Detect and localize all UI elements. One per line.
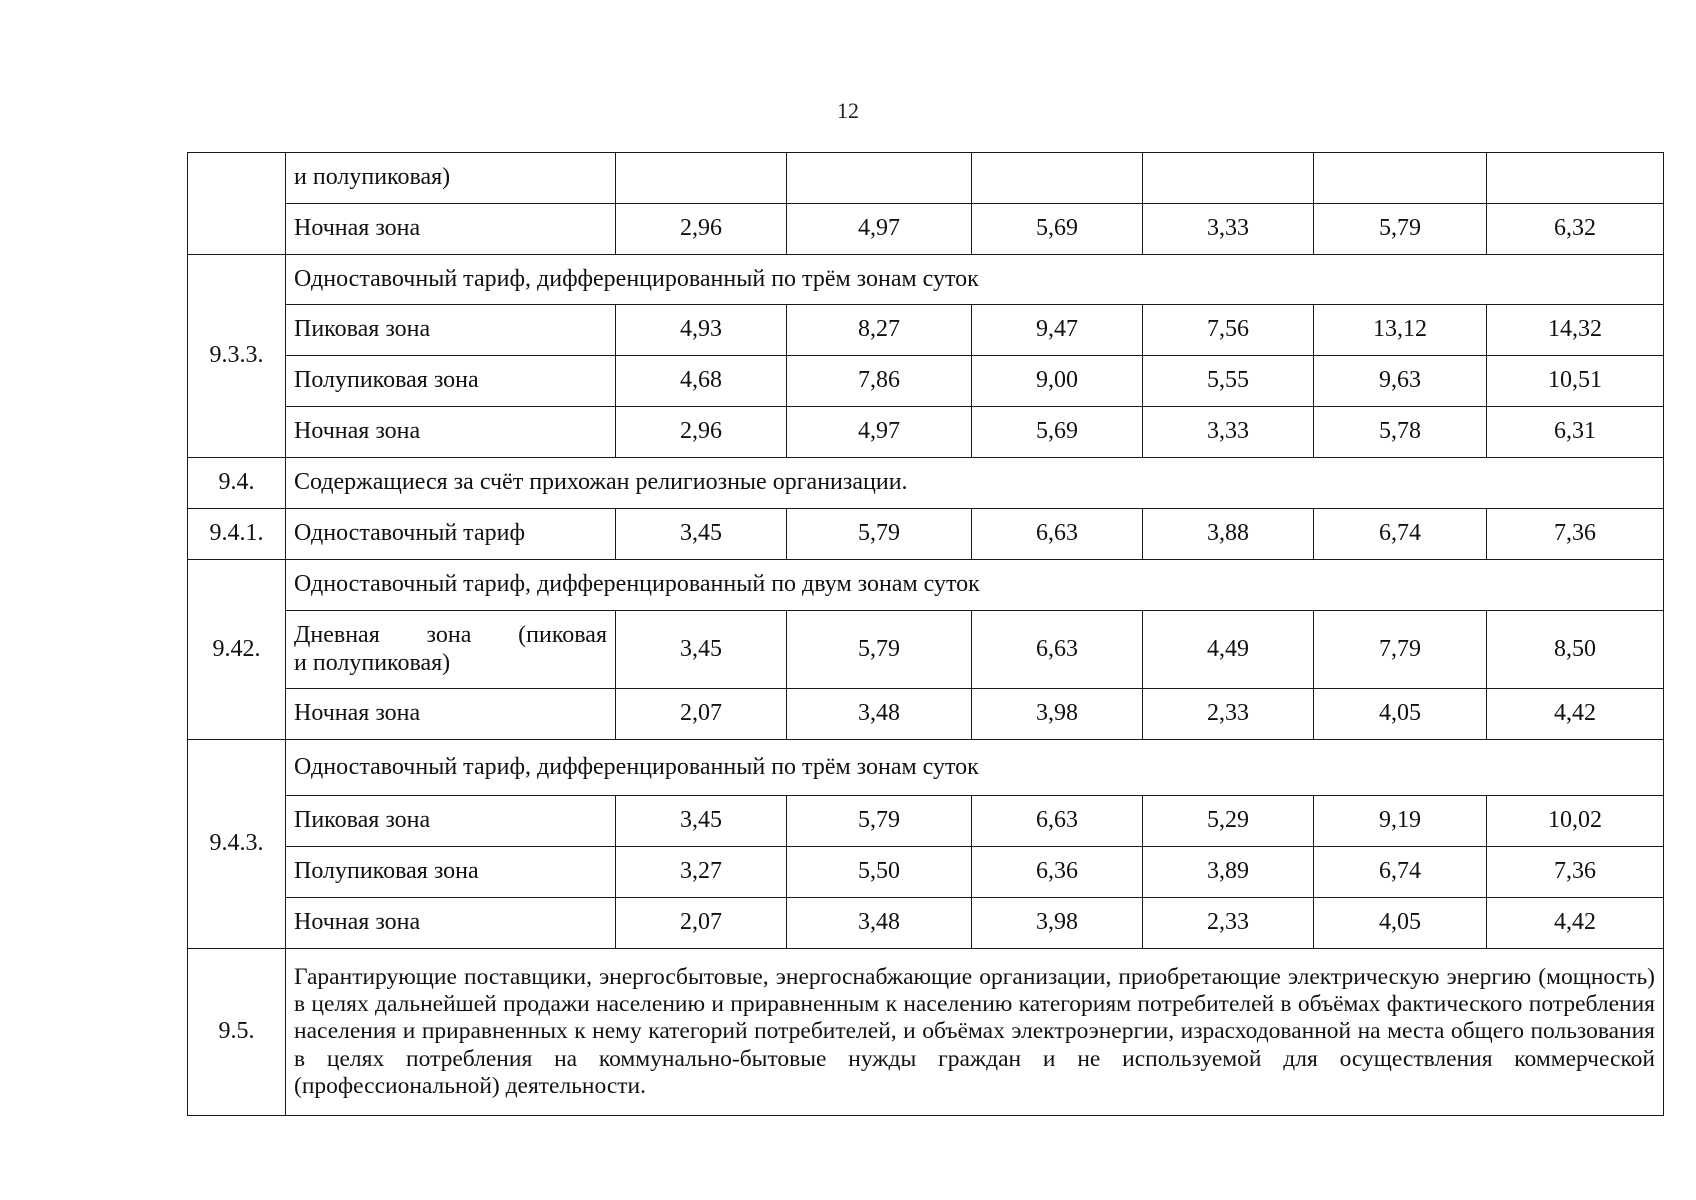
value-cell: 3,98 <box>972 898 1143 949</box>
value-cell: 5,78 <box>1314 407 1487 458</box>
value-cell: 4,93 <box>616 305 787 356</box>
row-label: Одноставочный тариф <box>286 509 616 560</box>
value-cell <box>1314 153 1487 204</box>
row-label: Полупиковая зона <box>286 356 616 407</box>
value-cell: 6,63 <box>972 796 1143 847</box>
value-cell: 5,79 <box>787 796 972 847</box>
section-header-row <box>188 255 1664 305</box>
value-cell: 3,48 <box>787 689 972 740</box>
value-cell <box>1143 153 1314 204</box>
value-cell: 6,31 <box>1487 407 1664 458</box>
value-cell: 3,33 <box>1143 204 1314 255</box>
value-cell: 14,32 <box>1487 305 1664 356</box>
table-row <box>188 509 1664 560</box>
value-cell: 6,63 <box>972 509 1143 560</box>
value-cell: 6,74 <box>1314 509 1487 560</box>
code-cell: 9.4. <box>188 458 286 509</box>
value-cell: 5,50 <box>787 847 972 898</box>
value-cell: 4,05 <box>1314 689 1487 740</box>
code-cell: 9.4.1. <box>188 509 286 560</box>
table-row <box>188 305 1664 356</box>
value-cell: 6,36 <box>972 847 1143 898</box>
value-cell: 9,19 <box>1314 796 1487 847</box>
table-row <box>188 611 1664 689</box>
value-cell: 3,45 <box>616 611 787 689</box>
row-label-line: Дневная зона (пиковая <box>294 621 607 648</box>
value-cell: 2,96 <box>616 204 787 255</box>
value-cell: 2,07 <box>616 898 787 949</box>
row-label: Ночная зона <box>286 407 616 458</box>
code-cell <box>188 153 286 255</box>
row-label <box>286 611 616 689</box>
section-header-row <box>188 740 1664 796</box>
code-cell: 9.5. <box>188 949 286 1116</box>
value-cell: 3,27 <box>616 847 787 898</box>
value-cell: 5,29 <box>1143 796 1314 847</box>
page-number: 12 <box>837 98 859 123</box>
value-cell: 4,42 <box>1487 689 1664 740</box>
value-cell: 8,27 <box>787 305 972 356</box>
code-cell: 9.3.3. <box>188 255 286 458</box>
row-label: Пиковая зона <box>286 796 616 847</box>
section-paragraph: Гарантирующие поставщики, энергосбытовые, энергоснабжающие организации, приобретающие электрическую энергию (мощность) в целях дальнейшей продажи населению и приравненным к населению категориям потребителей в объёмах фактического потребления населения и приравненных к нему категорий потребителей, и объёмах электроэнергии, израсходованной на места общего пользования в целях потребления на коммунально-бытовые нужды граждан и не используемой для осуществления коммерческой (профессиональной) деятельности. <box>286 949 1664 1116</box>
value-cell: 9,63 <box>1314 356 1487 407</box>
value-cell: 5,79 <box>787 611 972 689</box>
value-cell: 6,63 <box>972 611 1143 689</box>
section-header: Содержащиеся за счёт прихожан религиозные организации. <box>286 458 1664 509</box>
code-cell: 9.42. <box>188 560 286 740</box>
tariff-table <box>187 152 1664 1116</box>
value-cell: 2,96 <box>616 407 787 458</box>
value-cell: 3,88 <box>1143 509 1314 560</box>
value-cell: 9,00 <box>972 356 1143 407</box>
value-cell: 6,74 <box>1314 847 1487 898</box>
value-cell: 7,56 <box>1143 305 1314 356</box>
section-header-row <box>188 458 1664 509</box>
row-label: Полупиковая зона <box>286 847 616 898</box>
value-cell: 10,51 <box>1487 356 1664 407</box>
value-cell <box>616 153 787 204</box>
row-label: Ночная зона <box>286 898 616 949</box>
value-cell: 8,50 <box>1487 611 1664 689</box>
code-cell: 9.4.3. <box>188 740 286 949</box>
value-cell: 5,79 <box>1314 204 1487 255</box>
row-label: и полупиковая) <box>286 153 616 204</box>
section-header: Одноставочный тариф, дифференцированный по двум зонам суток <box>286 560 1664 611</box>
table-row <box>188 407 1664 458</box>
value-cell: 2,33 <box>1143 689 1314 740</box>
value-cell: 4,42 <box>1487 898 1664 949</box>
value-cell: 13,12 <box>1314 305 1487 356</box>
value-cell: 4,97 <box>787 407 972 458</box>
section-header-row <box>188 560 1664 611</box>
row-label: Пиковая зона <box>286 305 616 356</box>
value-cell <box>1487 153 1664 204</box>
value-cell: 3,89 <box>1143 847 1314 898</box>
value-cell: 3,45 <box>616 509 787 560</box>
row-label-line: и полупиковая) <box>294 649 451 676</box>
table-row <box>188 847 1664 898</box>
value-cell: 3,48 <box>787 898 972 949</box>
value-cell <box>972 153 1143 204</box>
row-label: Ночная зона <box>286 204 616 255</box>
value-cell: 7,86 <box>787 356 972 407</box>
table-row <box>188 796 1664 847</box>
value-cell: 7,36 <box>1487 847 1664 898</box>
table-row <box>188 153 1664 204</box>
value-cell: 5,69 <box>972 407 1143 458</box>
section-header: Одноставочный тариф, дифференцированный по трём зонам суток <box>286 740 1664 796</box>
value-cell: 5,69 <box>972 204 1143 255</box>
table-row <box>188 898 1664 949</box>
table-row <box>188 949 1664 1116</box>
value-cell: 3,98 <box>972 689 1143 740</box>
value-cell: 5,79 <box>787 509 972 560</box>
value-cell: 9,47 <box>972 305 1143 356</box>
value-cell: 10,02 <box>1487 796 1664 847</box>
value-cell: 4,05 <box>1314 898 1487 949</box>
value-cell: 7,36 <box>1487 509 1664 560</box>
value-cell: 7,79 <box>1314 611 1487 689</box>
value-cell: 2,07 <box>616 689 787 740</box>
value-cell: 6,32 <box>1487 204 1664 255</box>
table-row <box>188 204 1664 255</box>
row-label: Ночная зона <box>286 689 616 740</box>
value-cell: 4,49 <box>1143 611 1314 689</box>
value-cell: 3,45 <box>616 796 787 847</box>
table-row <box>188 356 1664 407</box>
value-cell: 3,33 <box>1143 407 1314 458</box>
table-row <box>188 689 1664 740</box>
value-cell <box>787 153 972 204</box>
section-header: Одноставочный тариф, дифференцированный по трём зонам суток <box>286 255 1664 305</box>
value-cell: 2,33 <box>1143 898 1314 949</box>
value-cell: 4,68 <box>616 356 787 407</box>
value-cell: 5,55 <box>1143 356 1314 407</box>
value-cell: 4,97 <box>787 204 972 255</box>
